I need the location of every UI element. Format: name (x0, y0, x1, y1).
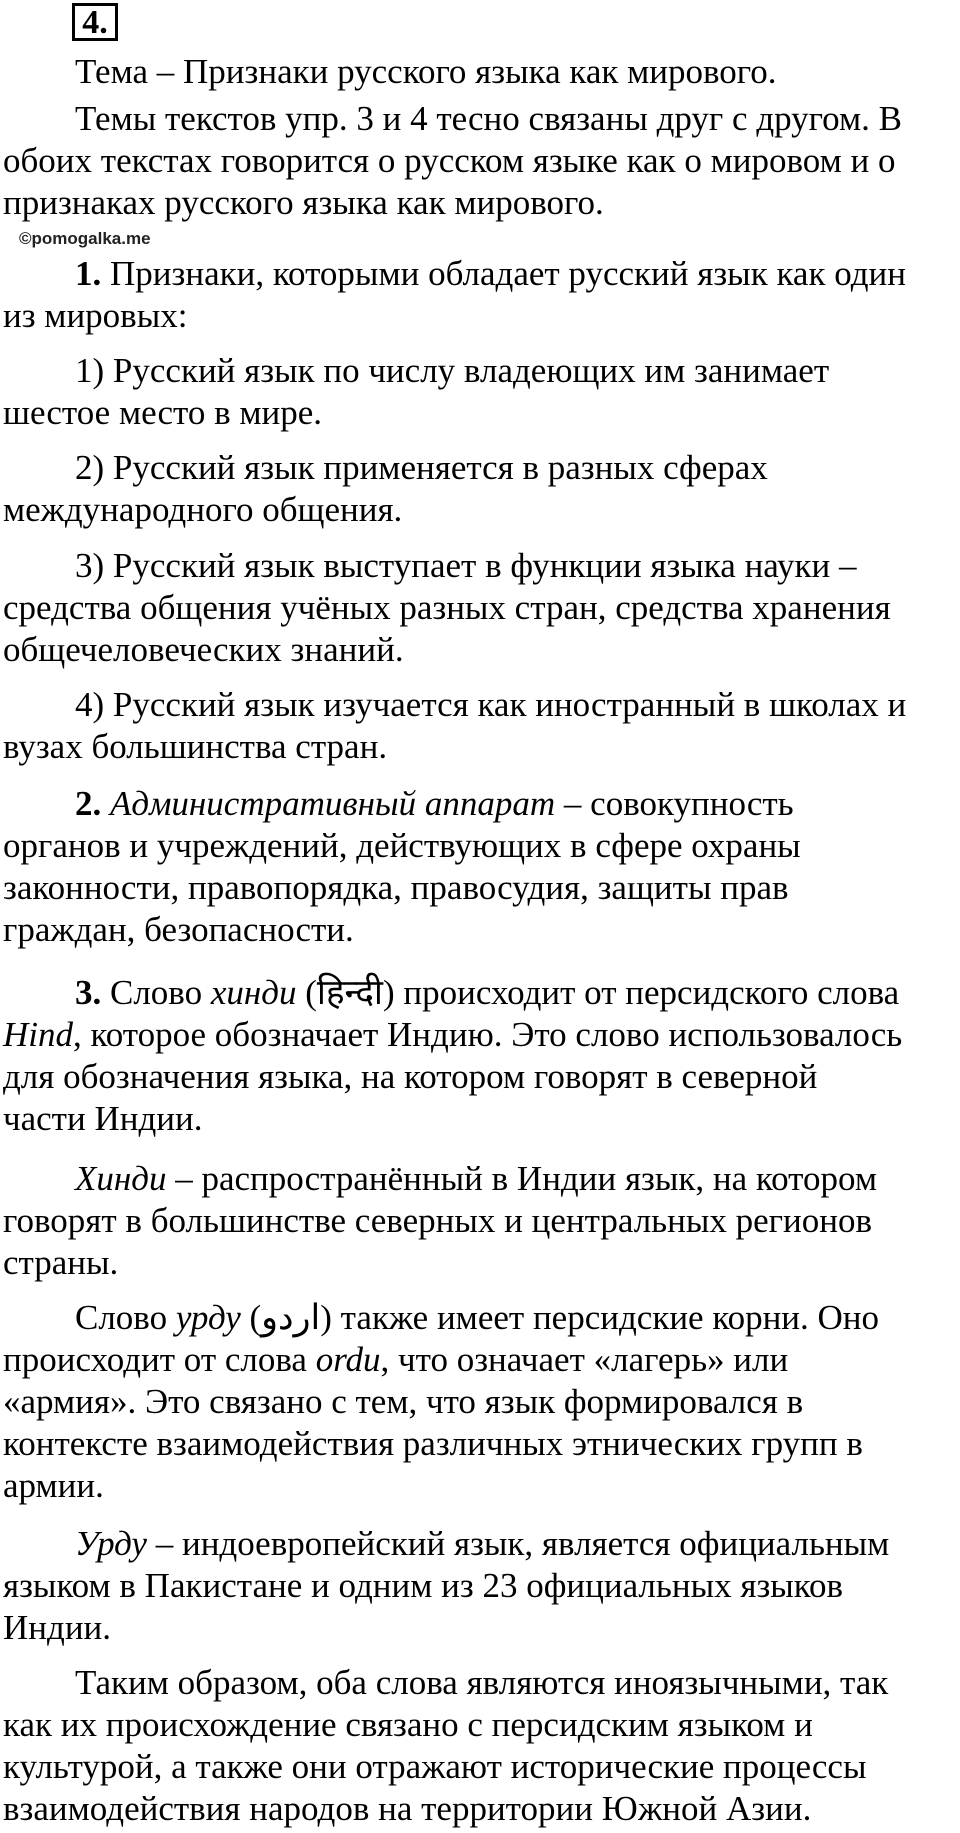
paragraph-conclusion (3, 1662, 958, 1830)
paragraph-3 (3, 972, 958, 1140)
paragraph-1-4 (3, 684, 958, 768)
text-line: 4) Русский язык изучается как иностранный в школах и (75, 685, 907, 724)
text-line: общечеловеческих знаний. (3, 630, 404, 669)
text-line: Тема – Признаки русского языка как мирового. (75, 52, 777, 91)
text-span: – распространённый в Индии язык, на котором (166, 1159, 877, 1198)
text-line: для обозначения языка, на котором говорят в северной (3, 1057, 818, 1096)
paragraph-2 (3, 783, 958, 951)
text-line: граждан, безопасности. (3, 910, 354, 949)
text-line (3, 783, 958, 825)
text-line: из мировых: (3, 296, 188, 335)
text-span: ) происходит от персидского слова (383, 973, 900, 1012)
term: ordu (315, 1340, 381, 1379)
text-line: взаимодействия народов на территории Южной Азии. (3, 1789, 812, 1828)
text-line (3, 253, 958, 295)
term: урду (175, 1298, 241, 1337)
term: Hind (3, 1015, 73, 1054)
text-line: Темы текстов упр. 3 и 4 тесно связаны друг с другом. В (75, 99, 902, 138)
text-line (3, 1339, 958, 1381)
item-number: 2. (75, 784, 102, 823)
text-span: Признаки, которыми обладает русский язык как один (101, 254, 906, 293)
text-span: ( (296, 973, 317, 1012)
text-span: ) также имеет персидские корни. Оно (320, 1298, 880, 1337)
text-line: международного общения. (3, 490, 403, 529)
text-line: «армия». Это связано с тем, что язык формировался в (3, 1382, 804, 1421)
text-line: Индии. (3, 1608, 112, 1647)
paragraph-1-1 (3, 350, 958, 434)
text-line: средства общения учёных разных стран, средства хранения (3, 588, 891, 627)
text-span: – совокупность (555, 784, 794, 823)
text-line: шестое место в мире. (3, 393, 323, 432)
text-span: происходит от слова (3, 1340, 316, 1379)
term: Административный аппарат (110, 784, 556, 823)
item-number: 3. (75, 973, 102, 1012)
text-line (3, 1523, 958, 1565)
term: хинди (210, 973, 297, 1012)
paragraph-hindi (3, 1158, 958, 1284)
text-line: 3) Русский язык выступает в функции языка науки – (75, 546, 857, 585)
text-line: признаках русского языка как мирового. (3, 183, 604, 222)
text-line: обоих текстах говорится о русском языке как о мировом и о (3, 141, 896, 180)
text-line: армии. (3, 1466, 104, 1505)
text-line: органов и учреждений, действующих в сфере охраны (3, 826, 801, 865)
text-line: Таким образом, оба слова являются иноязычными, так (75, 1663, 889, 1702)
text-line (3, 972, 958, 1014)
term: Хинди (75, 1159, 167, 1198)
paragraph-urdu (3, 1523, 958, 1649)
text-line: вузах большинства стран. (3, 727, 388, 766)
text-line (3, 1158, 958, 1200)
text-line (3, 1297, 958, 1339)
text-line: части Индии. (3, 1099, 203, 1138)
paragraph-1 (3, 253, 958, 337)
text-line: законности, правопорядка, правосудия, защиты прав (3, 868, 789, 907)
devanagari-word: हिन्दी (316, 973, 383, 1012)
term: Урду (75, 1524, 147, 1563)
text-line (3, 1014, 958, 1056)
paragraph-1-3 (3, 545, 958, 671)
text-span: , которое обозначает Индию. Это слово использовалось (73, 1015, 903, 1054)
text-line: контексте взаимодействия различных этнических групп в (3, 1424, 863, 1463)
text-span: – индоевропейский язык, является официальным (146, 1524, 890, 1563)
paragraph-urdu-word (3, 1297, 958, 1507)
text-span: Слово (101, 973, 211, 1012)
text-span: , что означает «лагерь» или (380, 1340, 789, 1379)
text-line: 2) Русский язык применяется в разных сферах (75, 448, 768, 487)
text-line: языком в Пакистане и одним из 23 официальных языков (3, 1566, 844, 1605)
text-line: 1) Русский язык по числу владеющих им занимает (75, 351, 830, 390)
paragraph-intro (3, 98, 958, 224)
paragraph-theme (3, 51, 958, 93)
text-line: культурой, а также они отражают исторические процессы (3, 1747, 867, 1786)
text-span: Слово (75, 1298, 176, 1337)
item-number: 1. (75, 254, 102, 293)
paragraph-1-2 (3, 447, 958, 531)
text-span: ( (240, 1298, 262, 1337)
arabic-word: اردو (261, 1298, 321, 1337)
text-line: говорят в большинстве северных и центральных регионов (3, 1201, 873, 1240)
watermark: ©pomogalka.me (19, 229, 151, 248)
text-line: страны. (3, 1243, 119, 1282)
exercise-number-box: 4. (72, 3, 118, 41)
text-line: как их происхождение связано с персидским языком и (3, 1705, 813, 1744)
